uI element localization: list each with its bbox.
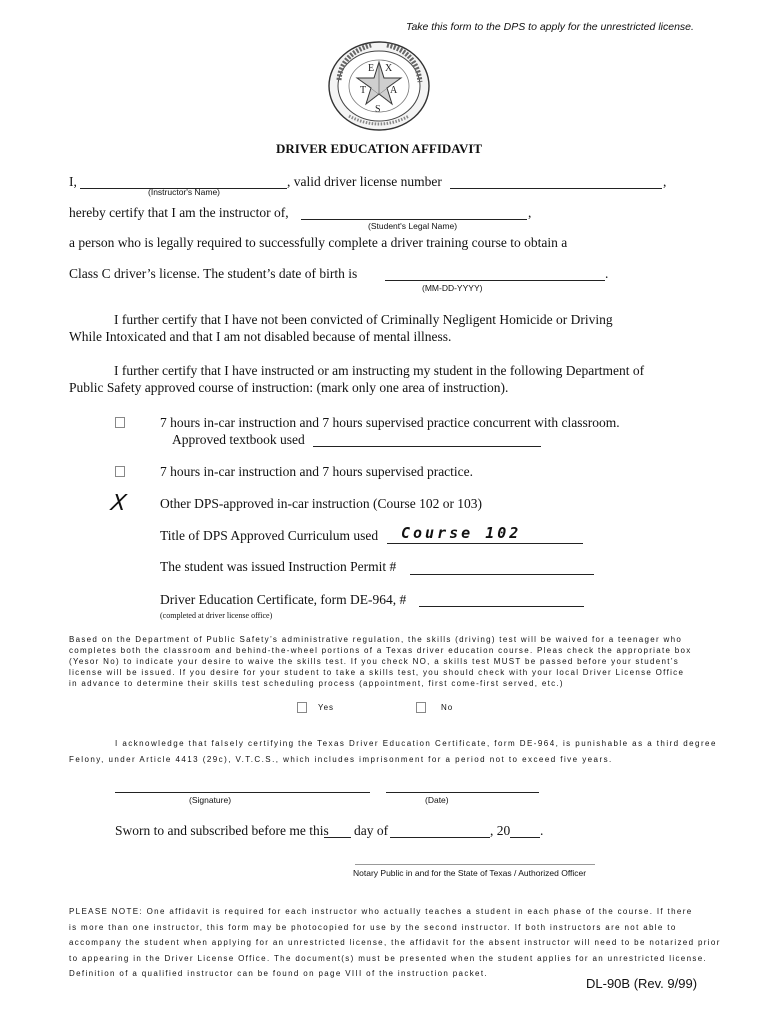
waiver-line-3: (Yesor No) to indicate your desire to waive the skills test. If you check NO, a skills test MUST be passed before your student’s bbox=[69, 657, 680, 666]
sworn-text-d: . bbox=[540, 823, 544, 838]
sworn-month-field[interactable] bbox=[390, 837, 490, 838]
permit-number-field[interactable] bbox=[410, 574, 594, 575]
waiver-paragraph bbox=[69, 634, 692, 689]
para2-line-2: Public Safety approved course of instruction: (mark only one area of instruction). bbox=[69, 380, 509, 395]
seal-letter-a: A bbox=[390, 85, 398, 96]
para1-line-2: While Intoxicated and that I am not disabled because of mental illness. bbox=[69, 329, 452, 344]
please-note-line-4: to appearing in the Driver License Office. The document(s) must be presented when the student applies for an unrestricted license. bbox=[69, 953, 708, 963]
para2-line-1: I further certify that I have instructed or am instructing my student in the following Department of bbox=[114, 363, 645, 378]
curriculum-label: Title of DPS Approved Curriculum used bbox=[160, 528, 379, 543]
line4-text: Class C driver’s license. The student’s date of birth is bbox=[69, 266, 358, 281]
line4-suffix: . bbox=[605, 266, 609, 281]
sworn-text-c: , 20 bbox=[490, 823, 511, 838]
form-title: DRIVER EDUCATION AFFIDAVIT bbox=[276, 141, 483, 156]
date-field[interactable] bbox=[386, 792, 539, 793]
certify-paragraph-1 bbox=[69, 311, 613, 345]
no-checkbox[interactable] bbox=[416, 702, 426, 713]
student-name-field[interactable] bbox=[301, 219, 527, 220]
texas-dps-seal bbox=[327, 40, 431, 132]
please-note-line-3: accompany the student when applying for an unrestricted license, the affidavit for the absent instructor will need to be notarized prior bbox=[69, 938, 721, 947]
no-label: No bbox=[441, 703, 454, 712]
option3-handwritten-mark[interactable]: X bbox=[109, 491, 128, 516]
para1-line-1: I further certify that I have not been convicted of Criminally Negligent Homicide or Driving bbox=[114, 312, 613, 327]
line3-text: a person who is legally required to successfully complete a driver training course to obtain a bbox=[69, 235, 568, 250]
seal-letter-t: T bbox=[360, 85, 367, 96]
please-note-line-5: Definition of a qualified instructor can be found on page VIII of the instruction packet. bbox=[69, 969, 489, 978]
form-id: DL-90B (Rev. 9/99) bbox=[586, 976, 698, 991]
please-note-line-1: PLEASE NOTE: One affidavit is required for each instructor who actually teaches a student in each phase of the course. If there bbox=[69, 907, 693, 916]
sworn-text-b: day of bbox=[354, 823, 389, 838]
permit-label: The student was issued Instruction Permit # bbox=[160, 559, 397, 574]
option2-text: 7 hours in-car instruction and 7 hours supervised practice. bbox=[160, 464, 474, 479]
option1-checkbox[interactable] bbox=[115, 417, 125, 428]
waiver-line-4: license will be issued. If you desire for your student to take a skills test, you should check with your local Driver License Office bbox=[69, 668, 685, 677]
seal-graphic bbox=[327, 40, 431, 132]
seal-letter-e: E bbox=[368, 63, 375, 74]
waiver-line-1: Based on the Department of Public Safety’s administrative regulation, the skills (driving) test will be waived for a teenager who bbox=[69, 635, 683, 644]
notary-signature-field[interactable] bbox=[355, 864, 595, 865]
yes-label: Yes bbox=[318, 703, 335, 712]
signature-field[interactable] bbox=[115, 792, 370, 793]
option3-text: Other DPS-approved in-car instruction (Course 102 or 103) bbox=[160, 496, 483, 511]
textbook-field[interactable] bbox=[313, 446, 541, 447]
option1-text: 7 hours in-car instruction and 7 hours supervised practice concurrent with classroom. bbox=[160, 415, 620, 430]
curriculum-field[interactable] bbox=[387, 543, 583, 544]
header-note: Take this form to the DPS to apply for the unrestricted license. bbox=[406, 21, 694, 33]
sworn-year-field[interactable] bbox=[510, 837, 540, 838]
sworn-text-a: Sworn to and subscribed before me this bbox=[115, 823, 329, 838]
acknowledge-line-2: Felony, under Article 4413 (29c), V.T.C.S., which includes imprisonment for a period not to exceed five years. bbox=[69, 754, 613, 764]
waiver-line-5: in advance to determine their skills test scheduling process (appointment, first come-first served, etc.) bbox=[69, 679, 564, 688]
instructor-name-caption: (Instructor's Name) bbox=[148, 187, 220, 197]
date-of-birth-caption: (MM-DD-YYYY) bbox=[422, 283, 483, 293]
certificate-caption: (completed at driver license office) bbox=[160, 611, 273, 620]
notary-caption: Notary Public in and for the State of Texas / Authorized Officer bbox=[353, 868, 587, 878]
line1-prefix: I, bbox=[69, 174, 77, 189]
certificate-number-field[interactable] bbox=[419, 606, 584, 607]
seal-letter-x: X bbox=[385, 63, 393, 74]
textbook-label: Approved textbook used bbox=[172, 432, 305, 447]
line1-suffix: , bbox=[663, 174, 667, 189]
acknowledge-line-1: I acknowledge that falsely certifying the Texas Driver Education Certificate, form DE-964, is punishable as a third degree bbox=[115, 739, 717, 748]
certificate-label: Driver Education Certificate, form DE-964, # bbox=[160, 592, 407, 607]
curriculum-handwritten-value: Course 102 bbox=[401, 524, 522, 542]
yes-checkbox[interactable] bbox=[297, 702, 307, 713]
acknowledge-paragraph bbox=[69, 736, 717, 767]
signature-caption: (Signature) bbox=[189, 795, 232, 805]
option2-checkbox[interactable] bbox=[115, 466, 125, 477]
line1-middle: , valid driver license number bbox=[287, 174, 442, 189]
sworn-day-field[interactable] bbox=[324, 837, 351, 838]
please-note-line-2: is more than one instructor, this form may be photocopied for use by the second instructor. If both instructors are not able to bbox=[69, 922, 677, 932]
line2-text: hereby certify that I am the instructor of, bbox=[69, 205, 289, 220]
line2-suffix: , bbox=[528, 205, 532, 220]
please-note-paragraph bbox=[69, 904, 721, 982]
certify-paragraph-2 bbox=[69, 362, 644, 396]
license-number-field[interactable] bbox=[450, 188, 662, 189]
student-name-caption: (Student's Legal Name) bbox=[368, 221, 458, 231]
waiver-line-2: completes both the classroom and behind-the-wheel portions of a Texas driver education course. Pleas check the appropriate box bbox=[69, 646, 692, 655]
seal-letter-s: S bbox=[375, 104, 381, 115]
date-caption: (Date) bbox=[425, 795, 449, 805]
date-of-birth-field[interactable] bbox=[385, 280, 605, 281]
